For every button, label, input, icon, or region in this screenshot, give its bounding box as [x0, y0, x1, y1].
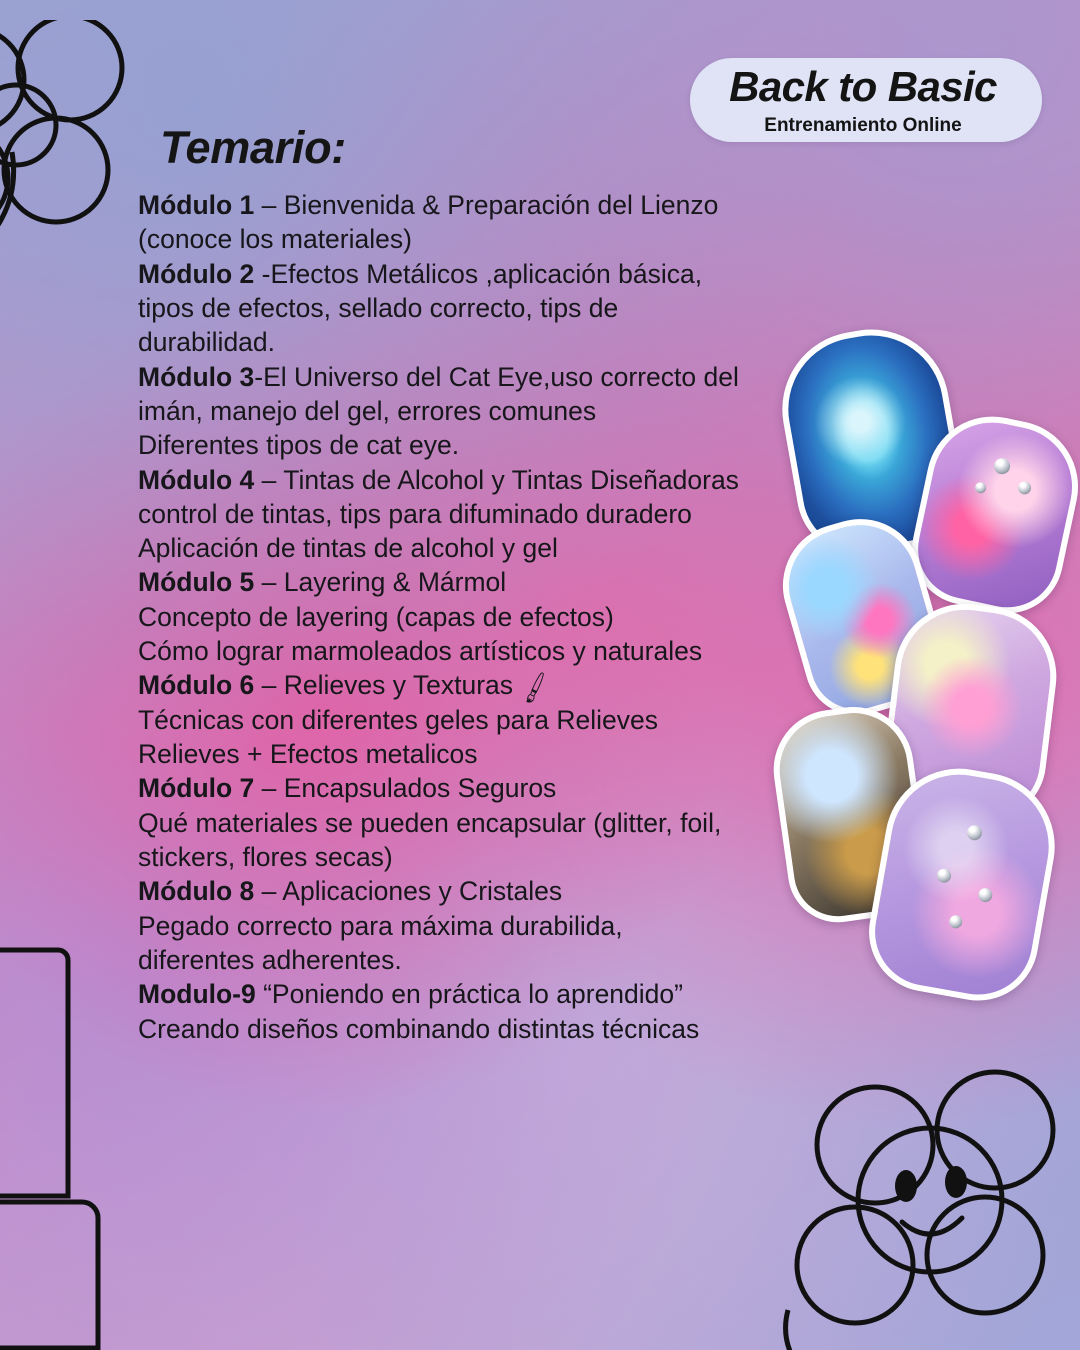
module-line: Qué materiales se pueden encapsular (glitter, foil, — [138, 807, 722, 838]
module-line: Concepto de layering (capas de efectos) — [138, 601, 614, 632]
module-line: – Aplicaciones y Cristales — [254, 876, 563, 907]
module-item-2 — [138, 257, 838, 360]
module-line: imán, manejo del gel, errores comunes — [138, 395, 597, 426]
module-line: diferentes adherentes. — [138, 944, 402, 975]
module-line: Diferentes tipos de cat eye. — [138, 430, 460, 461]
module-item-6 — [138, 668, 838, 771]
module-label: Módulo 6 — [138, 670, 255, 701]
module-line: durabilidad. — [138, 327, 276, 358]
module-item-5 — [138, 565, 838, 668]
nail-art-collage — [770, 330, 1080, 980]
module-line: – Layering & Mármol — [254, 567, 507, 598]
module-line: Pegado correcto para máxima durabilida, — [138, 910, 623, 941]
badge-title: Back to Basic — [729, 63, 997, 110]
module-line: tipos de efectos, sellado correcto, tips de — [138, 292, 619, 323]
module-label: Modulo-9 — [138, 979, 256, 1010]
module-line: – Tintas de Alcohol y Tintas Diseñadoras — [254, 464, 739, 495]
module-label: Módulo 4 — [138, 464, 255, 495]
module-label: Módulo 5 — [138, 567, 255, 598]
syllabus-list — [138, 188, 838, 1046]
module-label: Módulo 3 — [138, 361, 255, 392]
module-line: Técnicas con diferentes geles para Relieves — [138, 704, 658, 735]
module-line: Aplicación de tintas de alcohol y gel — [138, 533, 558, 564]
polish-bottle-outline-icon — [0, 930, 160, 1350]
module-line: Creando diseños combinando distintas técnicas — [138, 1013, 700, 1044]
module-line: – Bienvenida & Preparación del Lienzo — [254, 190, 719, 220]
module-line: – Relieves y Texturas — [254, 670, 514, 701]
module-item-7 — [138, 771, 838, 874]
module-label: Módulo 2 — [138, 258, 255, 289]
module-item-3 — [138, 360, 838, 463]
module-item-8 — [138, 874, 838, 977]
module-line: (conoce los materiales) — [138, 224, 412, 255]
brush-icon: 🖌 — [516, 670, 555, 707]
module-line: control de tintas, tips para difuminado duradero — [138, 498, 692, 529]
module-label: Módulo 8 — [138, 876, 255, 907]
module-item-9 — [138, 977, 838, 1046]
module-line: -El Universo del Cat Eye,uso correcto del — [254, 361, 739, 392]
module-item-4 — [138, 463, 838, 566]
module-line: Cómo lograr marmoleados artísticos y naturales — [138, 636, 703, 667]
smiling-flower-outline-icon — [780, 1060, 1080, 1350]
badge-subtitle: Entrenamiento Online — [764, 115, 962, 136]
page-title: Temario: — [160, 122, 346, 173]
module-line: Relieves + Efectos metalicos — [138, 739, 478, 769]
module-line: – Encapsulados Seguros — [254, 773, 557, 804]
module-line: -Efectos Metálicos ,aplicación básica, — [254, 258, 703, 289]
module-item-1 — [138, 188, 838, 257]
module-line: “Poniendo en práctica lo aprendido” — [255, 979, 683, 1010]
module-line: stickers, flores secas) — [138, 841, 393, 872]
module-label: Módulo 7 — [138, 773, 255, 804]
module-label: Módulo 1 — [138, 190, 255, 220]
